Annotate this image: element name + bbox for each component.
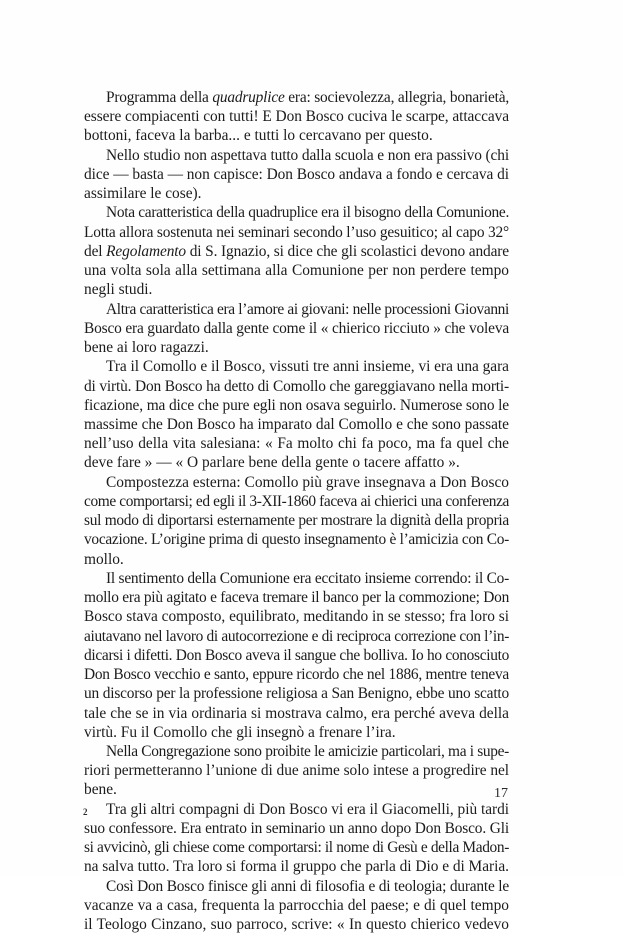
text-run: di virtù. Don Bosco ha detto di Comollo che gareggiavano nella morti- <box>84 377 510 395</box>
paragraph <box>84 800 509 877</box>
text-run: come comportarsi; ed egli il 3-XII-1860 faceva ai chierici una conferenza <box>84 492 509 510</box>
text-run: mollo era più agitato e faceva tremare il banco per la commozione; Don <box>84 589 510 607</box>
text-line <box>84 530 509 549</box>
text-line <box>84 319 509 338</box>
italic-term: Regolamento <box>106 242 186 260</box>
text-run: sul modo di diportarsi esternamente per mostrare la dignità della propria <box>84 512 509 530</box>
text-line <box>84 838 509 857</box>
text-run: deve fare » — « O parlare bene della gente o tacere affatto ». <box>84 454 460 472</box>
text-run: si avvicinò, gli chiese come comportarsi: il nome di Gesù e della Madon- <box>84 839 509 857</box>
text-run: il Teologo Cinzano, suo parroco, scrive: « In questo chierico vedevo <box>84 916 509 934</box>
text-line <box>84 146 509 165</box>
text-line <box>84 415 509 434</box>
text-line <box>84 588 509 607</box>
text-run: bene ai loro ragazzi. <box>84 339 209 357</box>
paragraph <box>84 877 509 934</box>
text-run: Tra il Comollo e il Bosco, vissuti tre anni insieme, vi era una gara <box>106 358 509 376</box>
text-line <box>84 126 509 145</box>
text-run: ficazione, ma dice che pure egli non osava seguirlo. Numerose sono le <box>84 396 510 414</box>
text-run: era: socievolezza, allegria, bonarietà, <box>284 89 510 106</box>
text-run: Bosco stava composto, equilibrato, meditando in se stesso; fra loro si <box>84 608 509 626</box>
text-line <box>84 377 509 396</box>
text-run: nell’uso della vita salesiana: « Fa molto chi fa poco, ma fa quel che <box>84 435 509 453</box>
text-run: Nota caratteristica della quadruplice era il bisogno della Comunione. <box>106 204 509 222</box>
text-line <box>84 184 509 203</box>
text-line <box>84 107 509 126</box>
text-line <box>84 242 509 261</box>
text-run: Il sentimento della Comunione era eccitato insieme correndo: il Co- <box>106 569 510 587</box>
text-run: Lotta allora sostenuta nei seminari secondo l’uso gesuitico; al capo 32° <box>84 223 510 241</box>
text-line <box>84 780 509 799</box>
text-run: Altra caratteristica era l’amore ai giovani: nelle processioni Giovanni <box>106 300 509 318</box>
text-line <box>84 550 509 569</box>
text-line <box>84 684 509 703</box>
text-line <box>84 223 509 242</box>
text-run: Tra gli altri compagni di Don Bosco vi era il Giacomelli, più tardi <box>106 800 509 818</box>
text-run: dicarsi i difetti. Don Bosco aveva il sangue che bolliva. Io ho conosciuto <box>84 646 510 664</box>
text-run: assimilare le cose). <box>84 185 202 203</box>
text-line <box>84 819 509 838</box>
paragraph <box>84 146 509 204</box>
text-run: massime che Don Bosco ha imparato dal Comollo e che sono passate <box>84 415 509 433</box>
text-line <box>84 915 509 934</box>
text-line <box>84 203 509 222</box>
text-run: dice — basta — non capisce: Don Bosco andava a fondo e cercava di <box>84 165 509 183</box>
text-line <box>84 704 509 723</box>
text-run: Così Don Bosco finisce gli anni di filosofia e di teologia; durante le <box>106 877 510 895</box>
text-line <box>84 280 509 299</box>
paragraph <box>84 473 509 569</box>
text-run: aiutavano nel lavoro di autocorrezione e di reciproca correzione con l’in- <box>84 627 509 645</box>
text-run: Bosco era guardato dalla gente come il « chierico ricciuto » che voleva <box>84 319 510 337</box>
text-line <box>84 338 509 357</box>
text-run: vacanze va a casa, frequenta la parrocchia del paese; e di quel tempo <box>84 896 509 914</box>
text-run: un discorso per la professione religiosa a San Benigno, ebbe uno scatto <box>84 685 510 703</box>
paragraph <box>84 300 509 358</box>
text-run: na salva tutto. Tra loro si forma il gruppo che parla di Dio e di Maria. <box>84 858 509 876</box>
text-line <box>84 357 509 376</box>
text-line <box>84 569 509 588</box>
paragraph <box>84 742 509 800</box>
text-line <box>84 896 509 915</box>
text-run: di S. Ignazio, si dice che gli scolastici devono andare <box>186 242 510 260</box>
text-run: riori permetteranno l’unione di due anime solo intese a progredire nel <box>84 762 510 780</box>
text-line <box>84 761 509 780</box>
text-run: Compostezza esterna: Comollo più grave insegnava a Don Bosco <box>106 473 509 491</box>
text-run: bene. <box>84 781 117 799</box>
text-run: una volta sola alla settimana alla Comunione per non perdere tempo <box>84 262 509 280</box>
paragraph <box>84 569 509 742</box>
paragraph <box>84 203 509 299</box>
text-line <box>84 607 509 626</box>
page-number: 17 <box>494 786 508 801</box>
text-run: vocazione. L’origine prima di questo insegnamento è l’amicizia con Co- <box>84 531 510 549</box>
text-line <box>84 723 509 742</box>
text-line <box>84 665 509 684</box>
text-line <box>84 877 509 896</box>
text-line <box>84 453 509 472</box>
signature-mark: 2 <box>83 807 88 817</box>
text-line <box>84 88 509 107</box>
text-line <box>84 627 509 646</box>
text-run: Don Bosco vecchio e santo, eppure ricordo che nel 1886, mentre teneva <box>84 666 510 684</box>
text-run: Nella Congregazione sono proibite le amicizie particolari, ma i supe- <box>106 742 509 760</box>
text-line <box>84 646 509 665</box>
text-line <box>84 473 509 492</box>
text-run: Programma della <box>106 89 213 106</box>
text-line <box>84 434 509 453</box>
text-run: essere compiacenti con tutti! E Don Bosco cuciva le scarpe, attaccava <box>84 108 509 126</box>
text-run: bottoni, faceva la barba... e tutti lo cercavano per questo. <box>84 127 433 145</box>
text-run: virtù. Fu il Comollo che gli insegnò a frenare l’ira. <box>84 723 396 741</box>
text-line <box>84 396 509 415</box>
paragraph <box>84 357 509 472</box>
text-run: del <box>84 242 107 260</box>
text-line <box>84 165 509 184</box>
text-run: mollo. <box>84 550 124 568</box>
text-line <box>84 857 509 876</box>
text-run: Nello studio non aspettava tutto dalla scuola e non era passivo (chi <box>106 146 509 164</box>
paragraph <box>84 88 509 146</box>
text-line <box>84 800 509 819</box>
text-run: suo confessore. Era entrato in seminario un anno dopo Don Bosco. Gli <box>84 819 509 837</box>
text-line <box>84 261 509 280</box>
text-line <box>84 742 509 761</box>
text-run: negli studi. <box>84 281 153 299</box>
body-text <box>84 88 509 934</box>
text-line <box>84 492 509 511</box>
italic-term: quadruplice <box>212 89 285 106</box>
text-line <box>84 511 509 530</box>
text-line <box>84 300 509 319</box>
text-run: tale che se in via ordinaria si mostrava calmo, era perché aveva della <box>84 704 509 722</box>
